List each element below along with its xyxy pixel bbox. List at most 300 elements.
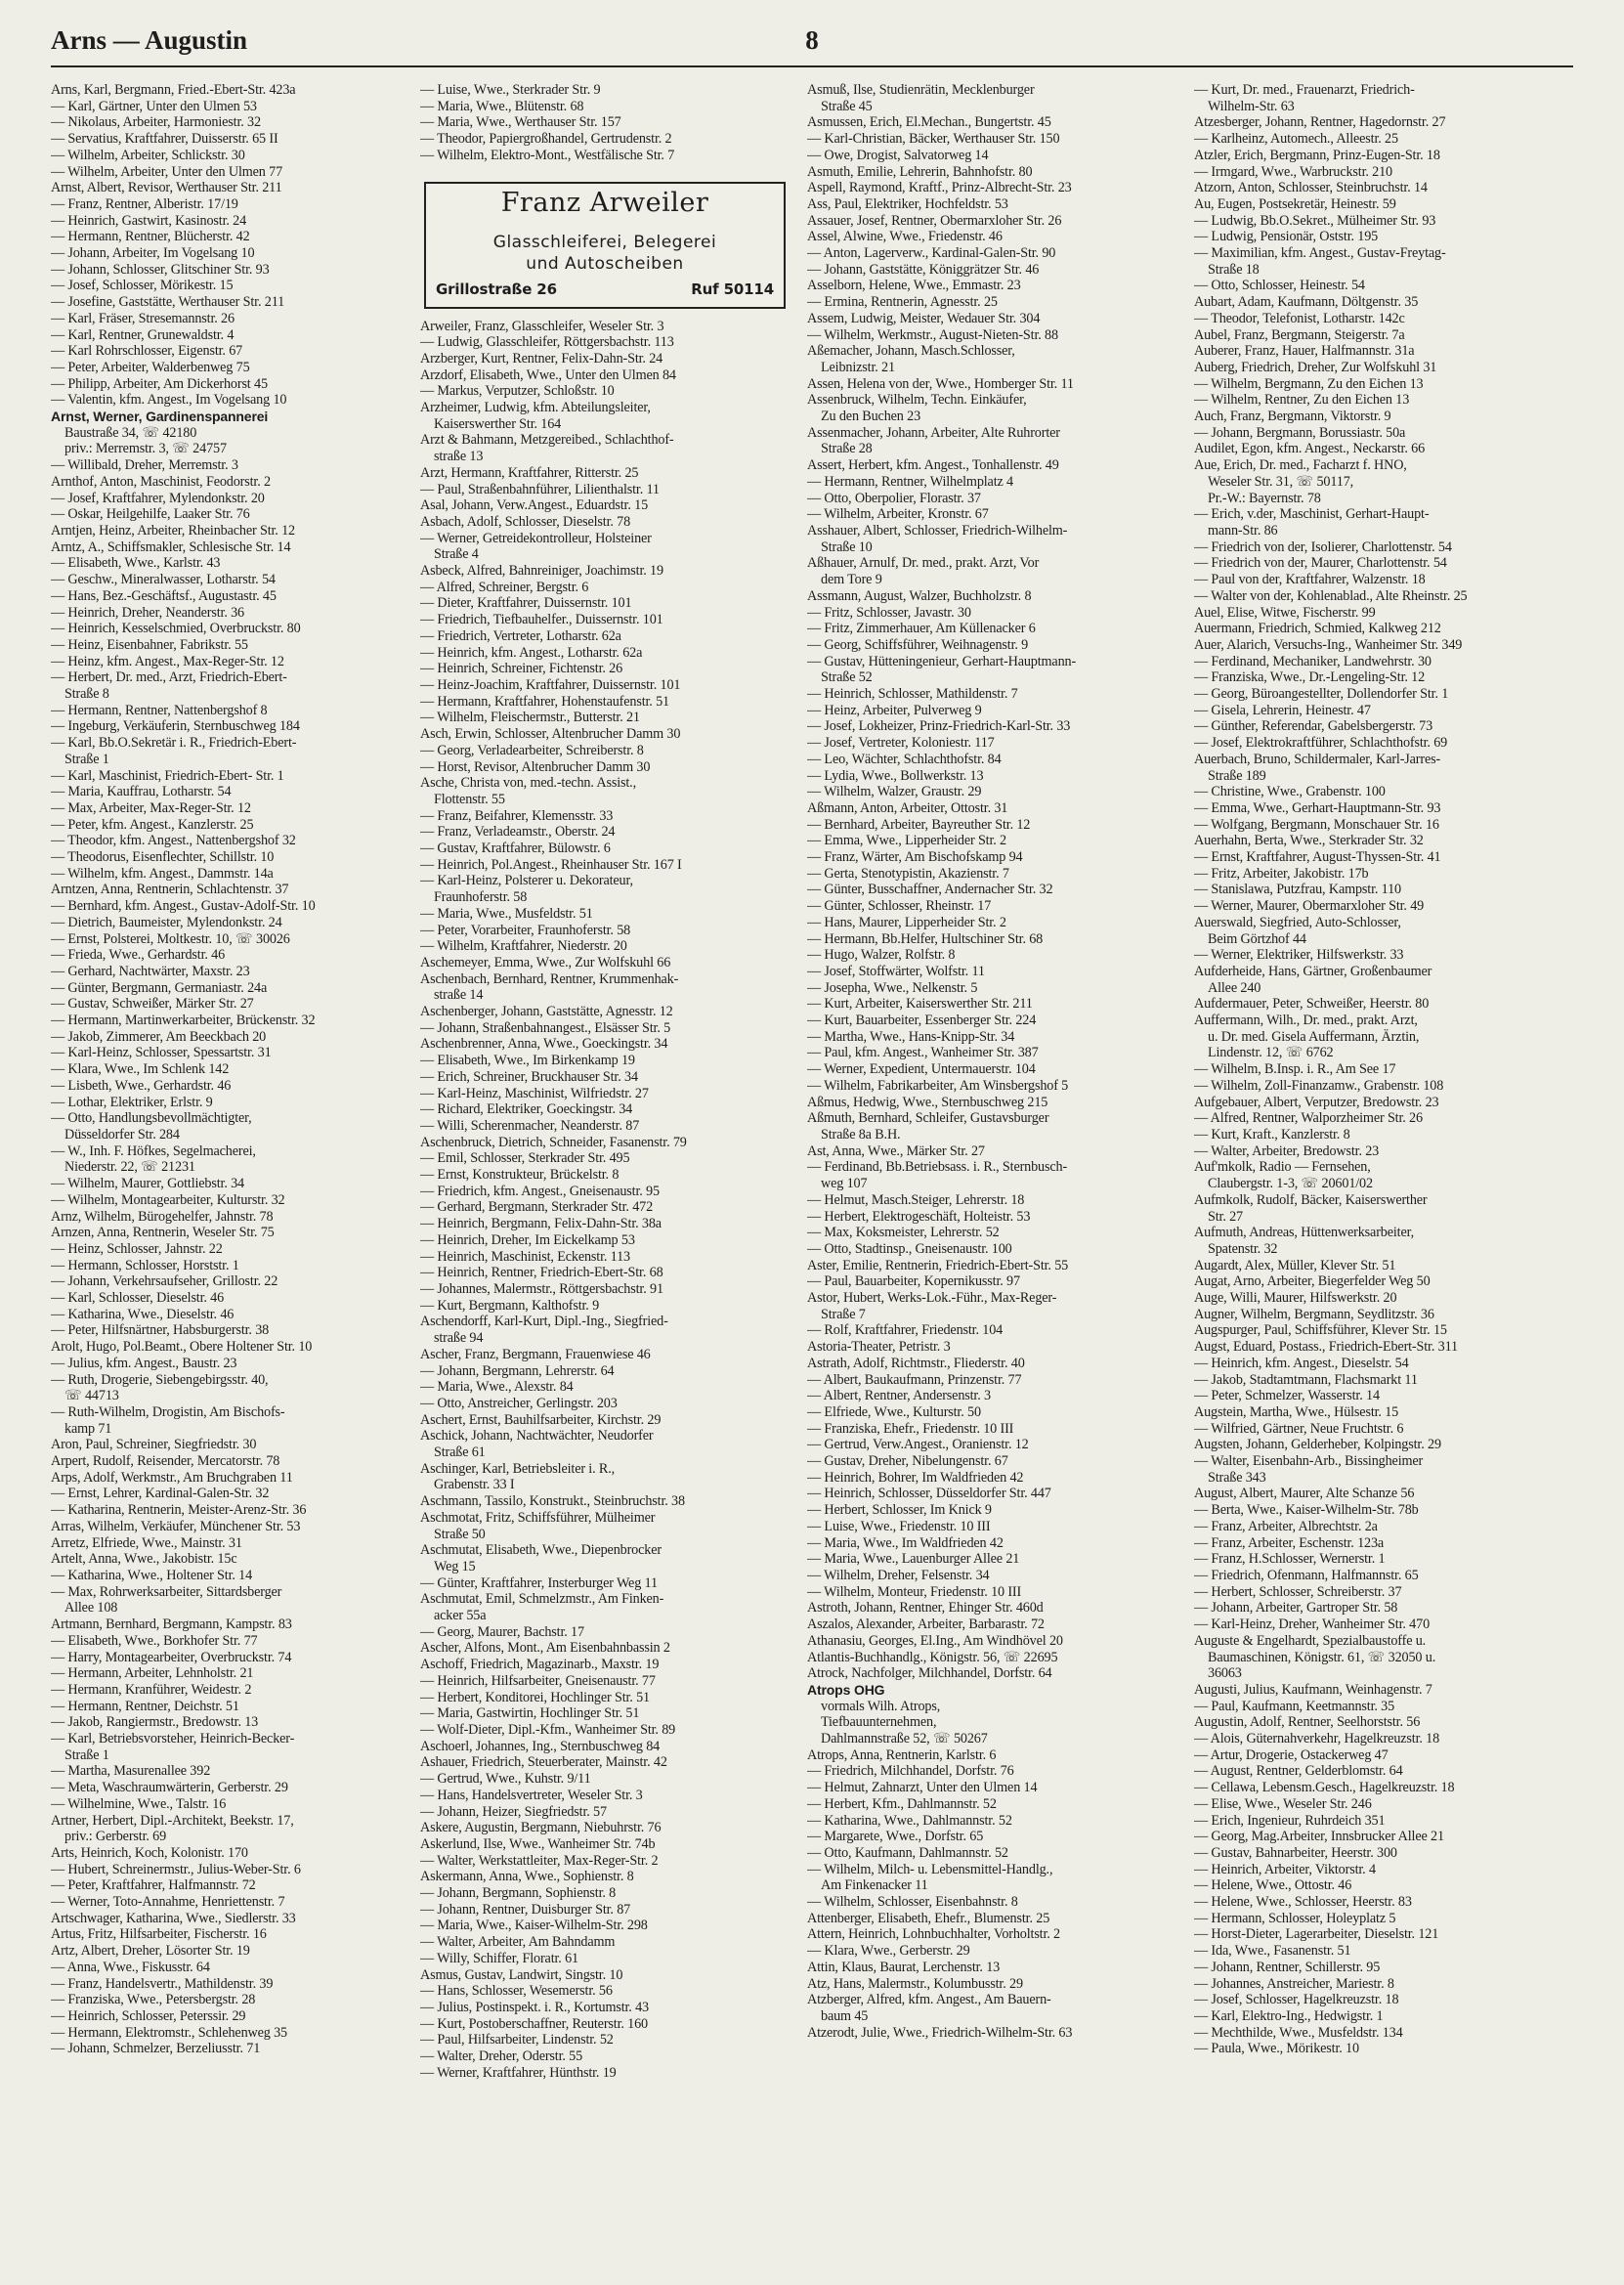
directory-entry: — Franz, Beifahrer, Klemensstr. 33 [420,807,614,824]
directory-entry: — Julius, kfm. Angest., Baustr. 23 [51,1355,237,1371]
directory-entry: — Hermann, Schlosser, Holeyplatz 5 [1194,1910,1396,1926]
directory-entry: — Karl-Christian, Bäcker, Werthauser Str. 150 [807,131,1060,148]
directory-entry: Augspurger, Paul, Schiffsführer, Klever Str. 15 [1194,1322,1447,1339]
directory-entry: — Otto, Schlosser, Heinestr. 54 [1194,278,1365,294]
directory-entry: Straße 18 [1208,261,1260,278]
directory-entry: Aster, Emilie, Rentnerin, Friedrich-Ebert-Str. 55 [807,1257,1069,1273]
directory-entry: — Frieda, Wwe., Gerhardstr. 46 [51,947,226,964]
directory-entry: — Peter, kfm. Angest., Kanzlerstr. 25 [51,816,254,833]
directory-entry: — Kurt, Bergmann, Kalthofstr. 9 [420,1297,600,1314]
directory-entry: — Peter, Vorarbeiter, Fraunhoferstr. 58 [420,922,631,938]
directory-entry: — Wilhelm, Monteur, Friedenstr. 10 III [807,1583,1022,1600]
directory-entry: Augsten, Johann, Gelderheber, Kolpingstr. 29 [1194,1437,1441,1453]
directory-entry: — Gisela, Lehrerin, Heinestr. 47 [1194,702,1371,718]
directory-entry: — Franziska, Wwe., Petersbergstr. 28 [51,1992,256,2008]
directory-entry: — Günter, Busschaffner, Andernacher Str. 32 [807,882,1053,898]
directory-entry: — Max, Koksmeister, Lehrerstr. 52 [807,1225,1000,1241]
directory-entry: Aufgebauer, Albert, Verputzer, Bredowstr. 23 [1194,1094,1439,1110]
directory-entry: Asmuth, Emilie, Lehrerin, Bahnhofstr. 80 [807,163,1033,180]
page-number: 8 [805,25,819,55]
directory-entry: — Paula, Wwe., Mörikestr. 10 [1194,2041,1359,2057]
directory-entry: — Katharina, Wwe., Holtener Str. 14 [51,1567,253,1583]
directory-entry: — Horst-Dieter, Lagerarbeiter, Dieselstr. 121 [1194,1926,1439,1943]
directory-entry: — Hermann, Rentner, Nattenbergshof 8 [51,702,268,718]
directory-entry: Arzdorf, Elisabeth, Wwe., Unter den Ulmen 84 [420,366,676,383]
directory-entry: Niederstr. 22, ☏ 21231 [64,1159,195,1176]
directory-entry: dem Tore 9 [821,572,882,588]
directory-entry: — Josef, Schlosser, Mörikestr. 15 [51,278,234,294]
directory-entry: Straße 189 [1208,767,1266,784]
directory-entry: Arweiler, Franz, Glasschleifer, Weseler Str. 3 [420,318,664,334]
directory-entry: 36063 [1208,1665,1242,1682]
directory-entry: — Stanislawa, Putzfrau, Kampstr. 110 [1194,882,1401,898]
directory-entry: — Alois, Güternahverkehr, Hagelkreuzstr. 18 [1194,1731,1440,1747]
directory-entry: Aubart, Adam, Kaufmann, Döltgenstr. 35 [1194,294,1419,311]
directory-entry: Aßmus, Hedwig, Wwe., Sternbuschweg 215 [807,1094,1048,1110]
directory-entry: Ascher, Alfons, Mont., Am Eisenbahnbassin 2 [420,1640,670,1657]
directory-entry: Claubergstr. 1-3, ☏ 20601/02 [1208,1176,1373,1192]
directory-entry: — Josef, Lokheizer, Prinz-Friedrich-Karl-Str. 33 [807,718,1071,735]
directory-entry: Aßhauer, Arnulf, Dr. med., prakt. Arzt, Vor [807,555,1040,572]
ad-title: Franz Arweiler [500,187,709,218]
directory-entry: — Ruth, Drogerie, Siebengebirgsstr. 40, [51,1371,269,1388]
directory-entry: — Heinrich, Schlosser, Düsseldorfer Str. 447 [807,1486,1051,1502]
directory-entry: Aschmutat, Emil, Schmelzmstr., Am Finken- [420,1591,664,1608]
directory-entry: — Leo, Wächter, Schlachthofstr. 84 [807,751,1002,767]
directory-entry: Assenbruck, Wilhelm, Techn. Einkäufer, [807,392,1027,409]
directory-entry: — Emma, Wwe., Gerhart-Hauptmann-Str. 93 [1194,799,1441,816]
directory-entry: — Hermann, Rentner, Deichstr. 51 [51,1698,239,1714]
directory-entry: — Maria, Wwe., Alexstr. 84 [420,1379,574,1396]
directory-entry: — Heinrich, Gastwirt, Kasinostr. 24 [51,212,247,229]
directory-entry: Auf'mkolk, Radio — Fernsehen, [1194,1159,1371,1176]
directory-entry: — Friedrich von der, Maurer, Charlottenstr. 54 [1194,555,1447,572]
directory-entry: Artelt, Anna, Wwe., Jakobistr. 15c [51,1551,237,1568]
directory-entry: acker 55a [434,1608,487,1624]
directory-entry: — Peter, Arbeiter, Walderbenweg 75 [51,359,250,375]
directory-entry: Assmann, August, Walzer, Buchholzstr. 8 [807,587,1032,604]
directory-entry: — Herbert, Schlosser, Schreiberstr. 37 [1194,1583,1402,1600]
directory-entry: — Karlheinz, Automech., Alleestr. 25 [1194,131,1398,148]
directory-entry: — Theodor, kfm. Angest., Nattenbergshof 32 [51,833,296,849]
directory-entry: Atrops OHG [807,1681,885,1698]
directory-entry: — Elise, Wwe., Weseler Str. 246 [1194,1795,1372,1812]
directory-entry: — Fritz, Zimmerhauer, Am Küllenacker 6 [807,621,1036,637]
directory-entry: — Franz, Arbeiter, Albrechtstr. 2a [1194,1518,1378,1534]
directory-entry: — Wolfgang, Bergmann, Monschauer Str. 16 [1194,816,1439,833]
directory-entry: — Wilhelm, Werkmstr., August-Nieten-Str. 88 [807,326,1058,343]
directory-entry: — Valentin, kfm. Angest., Im Vogelsang 10 [51,392,287,409]
directory-entry: — Karl-Heinz, Polsterer u. Dekorateur, [420,873,633,889]
directory-entry: Asche, Christa von, med.-techn. Assist., [420,775,636,792]
directory-entry: — Heinrich, Bergmann, Felix-Dahn-Str. 38a [420,1216,662,1232]
ad-phone: Ruf 50114 [691,280,774,298]
directory-entry: — Walter, Dreher, Oderstr. 55 [420,2048,583,2065]
directory-entry: — Philipp, Arbeiter, Am Dickerhorst 45 [51,375,268,392]
ad-address: Grillostraße 26 [436,280,557,298]
directory-entry: Asmussen, Erich, El.Mechan., Bungertstr. 45 [807,114,1051,131]
directory-entry: — Meta, Waschraumwärterin, Gerberstr. 29 [51,1780,288,1796]
directory-entry: — Gustav, Dreher, Nibelungenstr. 67 [807,1453,1008,1470]
column-2 [420,82,790,2081]
directory-entry: — Wilhelm, B.Insp. i. R., Am See 17 [1194,1061,1396,1078]
directory-entry: Baumaschinen, Königstr. 61, ☏ 32050 u. [1208,1649,1436,1665]
directory-entry: Weg 15 [434,1558,476,1574]
directory-entry: — Horst, Revisor, Altenbrucher Damm 30 [420,758,651,775]
directory-entry: — Johann, Arbeiter, Gartroper Str. 58 [1194,1600,1398,1617]
directory-entry: — Karl-Heinz, Maschinist, Wilfriedstr. 27 [420,1085,649,1101]
directory-entry: — Josef, Schlosser, Hagelkreuzstr. 18 [1194,1992,1399,2008]
directory-entry: — W., Inh. F. Höfkes, Segelmacherei, [51,1142,256,1159]
directory-entry: — Max, Rohrwerksarbeiter, Sittardsberger [51,1583,282,1600]
directory-entry: Ashauer, Friedrich, Steuerberater, Mainstr. 42 [420,1754,667,1771]
directory-entry: Assel, Alwine, Wwe., Friedenstr. 46 [807,229,1003,245]
directory-entry: — Heinz, kfm. Angest., Max-Reger-Str. 12 [51,653,284,669]
directory-entry: Ass, Paul, Elektriker, Hochfeldstr. 53 [807,195,1008,212]
directory-entry: — Willibald, Dreher, Merremstr. 3 [51,457,238,474]
directory-entry: — Ida, Wwe., Fasanenstr. 51 [1194,1943,1351,1960]
directory-entry: — Gerhard, Nachtwärter, Maxstr. 23 [51,963,250,979]
directory-entry: — Albert, Rentner, Andersenstr. 3 [807,1388,991,1404]
directory-entry: — Heinz, Schlosser, Jahnstr. 22 [51,1240,223,1257]
directory-entry: vormals Wilh. Atrops, [821,1698,941,1714]
directory-entry: — Walter, Arbeiter, Bredowstr. 23 [1194,1142,1380,1159]
directory-entry: — Maria, Wwe., Im Waldfrieden 42 [807,1534,1004,1551]
directory-entry: Auberer, Franz, Hauer, Halfmannstr. 31a [1194,343,1415,360]
directory-entry: — Max, Arbeiter, Max-Reger-Str. 12 [51,799,251,816]
directory-entry: — Heinrich, Maschinist, Eckenstr. 113 [420,1248,630,1265]
directory-entry: — Lydia, Wwe., Bollwerkstr. 13 [807,767,984,784]
directory-entry: Asch, Erwin, Schlosser, Altenbrucher Damm 30 [420,726,681,743]
directory-entry: — Erich, Schreiner, Bruckhauser Str. 34 [420,1068,638,1085]
directory-entry: — Ludwig, Pensionär, Oststr. 195 [1194,229,1379,245]
directory-entry: — Wilhelm, Arbeiter, Schlickstr. 30 [51,147,245,163]
directory-entry: — Fritz, Arbeiter, Jakobistr. 17b [1194,865,1369,882]
directory-entry: — Irmgard, Wwe., Warbruckstr. 210 [1194,163,1392,180]
directory-entry: Zu den Buchen 23 [821,409,921,425]
directory-entry: Attern, Heinrich, Lohnbuchhalter, Vorholtstr. 2 [807,1926,1061,1943]
directory-entry: — Helmut, Masch.Steiger, Lehrerstr. 18 [807,1191,1025,1208]
directory-entry: — Herbert, Elektrogeschäft, Holteistr. 53 [807,1208,1031,1225]
directory-entry: Aschenbach, Bernhard, Rentner, Krummenhak- [420,970,679,987]
directory-entry: Arntzen, Anna, Rentnerin, Schlachtenstr. 37 [51,882,289,898]
directory-entry: — Karl, Maschinist, Friedrich-Ebert- Str. 1 [51,767,284,784]
directory-entry: — Paul, Straßenbahnführer, Lilienthalstr. 11 [420,481,660,497]
directory-entry: Arns, Karl, Bergmann, Fried.-Ebert-Str. 423a [51,82,296,98]
directory-entry: — Wilhelm, Dreher, Felsenstr. 34 [807,1567,990,1583]
directory-entry: Ast, Anna, Wwe., Märker Str. 27 [807,1142,985,1159]
directory-entry: Aschmann, Tassilo, Konstrukt., Steinbruchstr. 38 [420,1493,685,1510]
directory-entry: — Johann, Heizer, Siegfriedstr. 57 [420,1803,607,1820]
directory-entry: Augstein, Martha, Wwe., Hülsestr. 15 [1194,1403,1399,1420]
directory-entry: — Hermann, Elektromstr., Schlehenweg 35 [51,2024,287,2041]
column-3 [807,82,1176,2041]
directory-entry: Artschwager, Katharina, Wwe., Siedlerstr. 33 [51,1910,296,1926]
directory-entry: — Dieter, Kraftfahrer, Duissernstr. 101 [420,595,632,612]
directory-entry: — Kurt, Bauarbeiter, Essenberger Str. 224 [807,1013,1037,1029]
directory-entry: Auel, Elise, Witwe, Fischerstr. 99 [1194,604,1376,621]
directory-entry: — Jakob, Rangiermstr., Bredowstr. 13 [51,1714,259,1731]
directory-entry: — Friedrich, Ofenmann, Halfmannstr. 65 [1194,1567,1419,1583]
directory-entry: — Josef, Vertreter, Koloniestr. 117 [807,735,995,752]
directory-entry: Aufmkolk, Rudolf, Bäcker, Kaiserswerther [1194,1191,1428,1208]
directory-entry: Augusti, Julius, Kaufmann, Weinhagenstr. 7 [1194,1681,1432,1698]
directory-entry: — Willi, Scherenmacher, Neanderstr. 87 [420,1117,640,1134]
directory-entry: — Georg, Mag.Arbeiter, Innsbrucker Allee 21 [1194,1829,1444,1845]
directory-entry: Askermann, Anna, Wwe., Sophienstr. 8 [420,1869,634,1885]
directory-entry: — Otto, Oberpolier, Florastr. 37 [807,490,981,506]
directory-entry: — Franziska, Ehefr., Friedenstr. 10 III [807,1420,1014,1437]
directory-entry: — Otto, Handlungsbevollmächtigter, [51,1110,252,1127]
directory-entry: Assem, Ludwig, Meister, Wedauer Str. 304 [807,310,1041,326]
directory-entry: — Johann, Schlosser, Glitschiner Str. 93 [51,261,270,278]
directory-entry: — Heinrich, Dreher, Im Eickelkamp 53 [420,1231,635,1248]
directory-entry: Pr.-W.: Bayernstr. 78 [1208,490,1321,506]
directory-entry: Asmuß, Ilse, Studienrätin, Mecklenburger [807,82,1035,98]
directory-entry: Weseler Str. 31, ☏ 50117, [1208,473,1354,490]
directory-entry: Arzheimer, Ludwig, kfm. Abteilungsleiter, [420,400,651,416]
directory-entry: — Ingeburg, Verkäuferin, Sternbuschweg 184 [51,718,300,735]
directory-entry: Spatenstr. 32 [1208,1240,1278,1257]
directory-entry: Augustin, Adolf, Rentner, Seelhorststr. 56 [1194,1714,1421,1731]
directory-entry: Aubel, Franz, Bergmann, Steigerstr. 7a [1194,326,1405,343]
directory-entry: — Albert, Baukaufmann, Prinzenstr. 77 [807,1371,1022,1388]
directory-entry: Atrock, Nachfolger, Milchhandel, Dorfstr. 64 [807,1665,1052,1682]
directory-entry: — Maria, Gastwirtin, Hochlinger Str. 51 [420,1705,640,1722]
directory-entry: — Theodor, Telefonist, Lotharstr. 142c [1194,310,1405,326]
directory-entry: Aufderheide, Hans, Gärtner, Großenbaumer [1194,963,1432,979]
directory-entry: Aschenberger, Johann, Gaststätte, Agnesstr. 12 [420,1004,673,1020]
directory-entry: — Hugo, Walzer, Rolfstr. 8 [807,947,956,964]
directory-entry: weg 107 [821,1176,868,1192]
directory-entry: — Walter von der, Kohlenablad., Alte Rheinstr. 25 [1194,587,1468,604]
directory-entry: — Ruth-Wilhelm, Drogistin, Am Bischofs- [51,1403,285,1420]
directory-entry: Atzorn, Anton, Schlosser, Steinbruchstr. 14 [1194,180,1428,196]
directory-entry: — Josefine, Gaststätte, Werthauser Str. 211 [51,294,285,311]
directory-entry: Auerhahn, Berta, Wwe., Sterkrader Str. 32 [1194,833,1424,849]
directory-entry: Auch, Franz, Bergmann, Viktorstr. 9 [1194,409,1391,425]
directory-entry: — Johann, Bergmann, Lehrerstr. 64 [420,1362,615,1379]
directory-entry: Artner, Herbert, Dipl.-Architekt, Beekstr. 17, [51,1812,294,1829]
directory-entry: Arzt & Bahmann, Metzgereibed., Schlachthof- [420,432,674,449]
directory-entry: Straße 8a B.H. [821,1127,901,1142]
directory-entry: — Hermann, Arbeiter, Lehnholstr. 21 [51,1665,254,1682]
directory-entry: — Josef, Stoffwärter, Wolfstr. 11 [807,963,985,979]
directory-entry: — Franz, Wärter, Am Bischofskamp 94 [807,849,1023,866]
directory-entry: Atz, Hans, Malermstr., Kolumbusstr. 29 [807,1975,1023,1992]
directory-entry: — Elisabeth, Wwe., Im Birkenkamp 19 [420,1053,635,1069]
directory-entry: — Johann, Straßenbahnangest., Elsässer Str. 5 [420,1019,671,1036]
directory-entry: — Ludwig, Bb.O.Sekret., Mülheimer Str. 93 [1194,212,1436,229]
directory-entry: — Walter, Eisenbahn-Arb., Bissingheimer [1194,1453,1424,1470]
directory-entry: — Georg, Verladearbeiter, Schreiberstr. 8 [420,742,644,758]
directory-entry: — Karl Rohrschlosser, Eigenstr. 67 [51,343,243,360]
directory-entry: — Heinrich, Schlosser, Peterssir. 29 [51,2007,246,2024]
directory-entry: Arnst, Werner, Gardinenspannerei [51,409,269,425]
directory-entry: Beim Görtzhof 44 [1208,930,1306,947]
directory-entry: Artmann, Bernhard, Bergmann, Kampstr. 83 [51,1617,292,1633]
directory-entry: Arnthof, Anton, Maschinist, Feodorstr. 2 [51,473,271,490]
directory-entry: — Karl, Schlosser, Dieselstr. 46 [51,1290,225,1307]
directory-entry: — Maximilian, kfm. Angest., Gustav-Freytag- [1194,245,1446,262]
directory-entry: — Georg, Büroangestellter, Dollendorfer Str. 1 [1194,686,1449,703]
advertisement-box [424,182,786,309]
directory-entry: Aue, Erich, Dr. med., Facharzt f. HNO, [1194,457,1407,474]
directory-entry: — Walter, Werkstattleiter, Max-Reger-Str. 2 [420,1852,659,1869]
directory-entry: — Markus, Verputzer, Schloßstr. 10 [420,383,615,400]
directory-entry: — Owe, Drogist, Salvatorweg 14 [807,147,989,163]
directory-entry: — Peter, Kraftfahrer, Halfmannstr. 72 [51,1877,256,1894]
directory-entry: — Wilhelm, Arbeiter, Kronstr. 67 [807,506,989,523]
directory-entry: — Paul, kfm. Angest., Wanheimer Str. 387 [807,1045,1039,1061]
directory-entry: — Klara, Wwe., Im Schlenk 142 [51,1061,230,1078]
directory-entry: Assenmacher, Johann, Arbeiter, Alte Ruhrorter [807,424,1060,441]
directory-entry: Arntz, A., Schiffsmakler, Schlesische Str. 14 [51,539,291,555]
directory-entry: Atlantis-Buchhandlg., Königstr. 56, ☏ 22695 [807,1649,1058,1665]
directory-entry: — Kurt, Postoberschaffner, Reuterstr. 160 [420,2015,648,2032]
directory-entry: — Hans, Bez.-Geschäftsf., Augustastr. 45 [51,587,277,604]
directory-entry: — Heinrich, kfm. Angest., Dieselstr. 54 [1194,1355,1409,1371]
directory-entry: Straße 61 [434,1444,486,1461]
directory-entry: — Günter, Bergmann, Germaniastr. 24a [51,979,268,996]
directory-entry: — Ferdinand, Mechaniker, Landwehrstr. 30 [1194,653,1432,669]
directory-entry: — Heinrich, Bohrer, Im Waldfrieden 42 [807,1469,1024,1486]
directory-entry: Arolt, Hugo, Pol.Beamt., Obere Holtener Str. 10 [51,1339,313,1356]
directory-entry: Assert, Herbert, kfm. Angest., Tonhallenstr. 49 [807,457,1059,474]
directory-entry: — Johann, Schmelzer, Berzeliusstr. 71 [51,2041,261,2057]
directory-entry: August, Albert, Maurer, Alte Schanze 56 [1194,1486,1415,1502]
directory-entry: — Gertrud, Wwe., Kuhstr. 9/11 [420,1771,591,1788]
directory-entry: — Gustav, Schweißer, Märker Str. 27 [51,996,254,1013]
directory-entry: Aschoff, Friedrich, Magazinarb., Maxstr. 19 [420,1657,660,1673]
directory-entry: — Alfred, Schreiner, Bergstr. 6 [420,579,589,595]
directory-entry: Straße 45 [821,98,873,114]
directory-entry: Straße 7 [821,1306,866,1322]
directory-entry: straße 14 [434,987,484,1004]
directory-entry: Fraunhoferstr. 58 [434,889,528,906]
directory-entry: — Heinrich, Dreher, Neanderstr. 36 [51,604,245,621]
directory-entry: — Günter, Schlosser, Rheinstr. 17 [807,898,992,915]
directory-entry: — Werner, Maurer, Obermarxloher Str. 49 [1194,898,1425,915]
directory-entry: — Paul, Hilfsarbeiter, Lindenstr. 52 [420,2032,614,2048]
directory-entry: Aszalos, Alexander, Arbeiter, Barbarastr. 72 [807,1617,1045,1633]
directory-entry: — Wilhelm, Milch- u. Lebensmittel-Handlg., [807,1861,1053,1877]
directory-entry: — Helene, Wwe., Schlosser, Heerstr. 83 [1194,1894,1412,1911]
directory-entry: — Johannes, Anstreicher, Mariestr. 8 [1194,1975,1394,1992]
directory-entry: — Herbert, Dr. med., Arzt, Friedrich-Ebert- [51,669,287,686]
directory-entry: Audilet, Egon, kfm. Angest., Neckarstr. 66 [1194,441,1426,457]
directory-entry: — Gustav, Hütteningenieur, Gerhart-Hauptmann- [807,653,1077,669]
directory-entry: — Karl-Heinz, Schlosser, Spessartstr. 31 [51,1045,272,1061]
directory-entry: Asal, Johann, Verw.Angest., Eduardstr. 15 [420,497,649,514]
directory-entry: — Christine, Wwe., Grabenstr. 100 [1194,784,1386,800]
directory-entry: Augner, Wilhelm, Bergmann, Seydlitzstr. 36 [1194,1306,1434,1322]
directory-entry: Au, Eugen, Postsekretär, Heinestr. 59 [1194,195,1396,212]
directory-entry: — August, Rentner, Gelderblomstr. 64 [1194,1763,1403,1780]
directory-entry: Flottenstr. 55 [434,791,505,807]
directory-entry: Aßmann, Anton, Arbeiter, Ottostr. 31 [807,799,1008,816]
directory-entry: — Heinz, Eisenbahner, Fabrikstr. 55 [51,636,248,653]
directory-entry: Auerbach, Bruno, Schildermaler, Karl-Jarres- [1194,751,1441,767]
directory-entry: — Hans, Maurer, Lipperheider Str. 2 [807,914,1006,930]
directory-entry: — Oskar, Heilgehilfe, Laaker Str. 76 [51,506,250,523]
directory-entry: — Johannes, Malermstr., Röttgersbachstr. 91 [420,1281,663,1297]
directory-entry: — Wilhelm, kfm. Angest., Dammstr. 14a [51,865,274,882]
directory-entry: — Gerta, Stenotypistin, Akazienstr. 7 [807,865,1009,882]
directory-entry: — Klara, Wwe., Gerberstr. 29 [807,1943,970,1960]
directory-entry: — Gustav, Kraftfahrer, Bülowstr. 6 [420,841,611,857]
directory-entry: — Mechthilde, Wwe., Musfeldstr. 134 [1194,2024,1403,2041]
directory-entry: Augardt, Alex, Müller, Klever Str. 51 [1194,1257,1396,1273]
directory-entry: Auffermann, Wilh., Dr. med., prakt. Arzt, [1194,1013,1418,1029]
directory-entry: Straße 4 [434,546,479,563]
directory-entry: Asshauer, Albert, Schlosser, Friedrich-Wilhelm- [807,522,1068,539]
directory-entry: — Walter, Arbeiter, Am Bahndamm [420,1934,616,1951]
directory-entry: Aspell, Raymond, Kraftf., Prinz-Albrecht-Str. 23 [807,180,1072,196]
directory-entry: Assen, Helena von der, Wwe., Homberger Str. 11 [807,375,1074,392]
directory-entry: — Karl, Betriebsvorsteher, Heinrich-Becker- [51,1731,295,1747]
directory-entry: — Anton, Lagerverw., Kardinal-Galen-Str. 90 [807,245,1056,262]
running-head: Arns — Augustin [51,25,248,55]
directory-entry: Aschmotat, Fritz, Schiffsführer, Mülheimer [420,1509,656,1526]
directory-entry: — Hermann, Kraftfahrer, Hohenstaufenstr. 51 [420,693,669,710]
directory-entry: — Erich, v.der, Maschinist, Gerhart-Haupt- [1194,506,1430,523]
directory-entry: — Rolf, Kraftfahrer, Friedenstr. 104 [807,1322,1004,1339]
directory-entry: — Wilhelm, Fabrikarbeiter, Am Winsbergshof 5 [807,1077,1069,1094]
directory-entry: Aschert, Ernst, Bauhilfsarbeiter, Kirchstr. 29 [420,1411,662,1428]
directory-entry: — Herbert, Konditorei, Hochlinger Str. 51 [420,1689,650,1705]
directory-entry: Auerswald, Siegfried, Auto-Schlosser, [1194,914,1401,930]
directory-entry: Astor, Hubert, Werks-Lok.-Führ., Max-Reger- [807,1290,1057,1307]
directory-entry: — Josef, Kraftfahrer, Mylendonkstr. 20 [51,490,265,506]
directory-entry: — Otto, Kaufmann, Dahlmannstr. 52 [807,1844,1008,1861]
directory-entry: — Hermann, Schlosser, Horststr. 1 [51,1257,239,1273]
directory-entry: — Harry, Montagearbeiter, Overbruckstr. 74 [51,1649,292,1665]
directory-entry: straße 13 [434,449,484,465]
directory-entry: Aschoerl, Johannes, Ing., Sternbuschweg 84 [420,1738,661,1754]
directory-entry: — Willy, Schiffer, Floratr. 61 [420,1950,578,1966]
directory-entry: — Helmut, Zahnarzt, Unter den Ulmen 14 [807,1780,1038,1796]
directory-entry: Augat, Arno, Arbeiter, Biegerfelder Weg 50 [1194,1273,1431,1290]
directory-entry: — Ermina, Rentnerin, Agnesstr. 25 [807,294,998,311]
directory-entry: — Heinrich, Schreiner, Fichtenstr. 26 [420,661,623,677]
directory-entry: — Wilhelm, Arbeiter, Unter den Ulmen 77 [51,163,283,180]
directory-entry: — Hermann, Rentner, Blücherstr. 42 [51,229,250,245]
directory-entry: Arnzen, Anna, Rentnerin, Weseler Str. 75 [51,1225,275,1241]
directory-entry: Asbeck, Alfred, Bahnreiniger, Joachimstr. 19 [420,563,663,580]
column-1 [51,82,420,2057]
directory-entry: — Maria, Kauffrau, Lotharstr. 54 [51,784,232,800]
directory-entry: Arts, Heinrich, Koch, Kolonistr. 170 [51,1844,248,1861]
directory-entry: — Wilhelm, Walzer, Graustr. 29 [807,784,982,800]
directory-entry: — Werner, Getreidekontrolleur, Holsteiner [420,530,652,546]
directory-entry: Aschenbruck, Dietrich, Schneider, Fasanenstr. 79 [420,1134,687,1150]
directory-entry: — Luise, Wwe., Sterkrader Str. 9 [420,82,601,98]
directory-entry: — Jakob, Stadtamtmann, Flachsmarkt 11 [1194,1371,1418,1388]
column-4 [1194,82,1563,2057]
directory-entry: — Margarete, Wwe., Dorfstr. 65 [807,1829,984,1845]
directory-entry: Atrops, Anna, Rentnerin, Karlstr. 6 [807,1746,997,1763]
directory-entry: Artz, Albert, Dreher, Lösorter Str. 19 [51,1943,250,1960]
directory-entry: — Otto, Anstreicher, Gerlingstr. 203 [420,1395,618,1411]
directory-entry: — Servatius, Kraftfahrer, Duisserstr. 65 II [51,131,278,148]
directory-entry: — Elisabeth, Wwe., Karlstr. 43 [51,555,221,572]
directory-entry: Arps, Adolf, Werkmstr., Am Bruchgraben 11 [51,1469,293,1486]
directory-entry: — Heinrich, Schlosser, Mathildenstr. 7 [807,686,1018,703]
directory-entry: Baustraße 34, ☏ 42180 [64,424,197,441]
directory-entry: — Karl, Fräser, Stresemannstr. 26 [51,310,235,326]
directory-entry: Augst, Eduard, Postass., Friedrich-Ebert-Str. 311 [1194,1339,1458,1356]
